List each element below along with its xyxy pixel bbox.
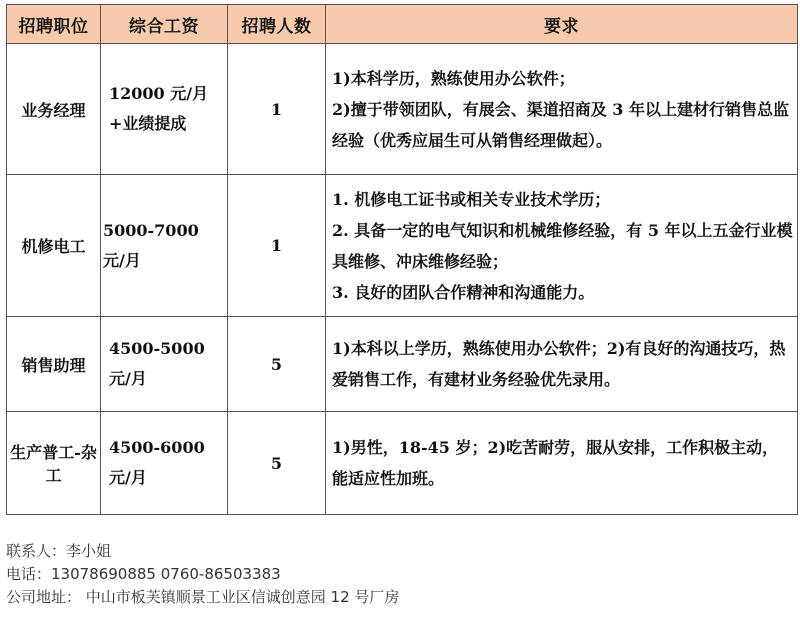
requirement-line: 2. 具备一定的电气知识和机械维修经验，有 5 年以上五金行业模具维修、冲床维修经验；: [332, 220, 793, 271]
count-cell: 1: [228, 44, 326, 175]
requirements-cell: [326, 317, 798, 412]
requirement-line: 2)擅于带领团队，有展会、渠道招商及 3 年以上建材行销售总监经验（优秀应届生可从销售经理做起）。: [332, 99, 789, 150]
salary-cell: 4500-5000 元/月: [101, 317, 228, 412]
header-salary: 综合工资: [101, 5, 228, 44]
requirements-cell: [326, 175, 798, 317]
position-cell: 业务经理: [7, 44, 101, 175]
contact-phone: 电话：13078690885 0760-86503383: [6, 565, 281, 583]
table-row: [7, 44, 798, 175]
table-header-row: [7, 5, 798, 44]
position-cell: 生产普工-杂工: [7, 412, 101, 515]
company-address: 公司地址： 中山市板芙镇顺景工业区信诚创意园 12 号厂房: [6, 588, 400, 606]
salary-cell: 12000 元/月+业绩提成: [101, 44, 228, 175]
table-row: [7, 317, 798, 412]
position-cell: 机修电工: [7, 175, 101, 317]
requirement-line: 3. 良好的团队合作精神和沟通能力。: [332, 282, 595, 302]
requirements-cell: [326, 412, 798, 515]
requirement-line: 1)男性，18-45 岁；2)吃苦耐劳，服从安排，工作积极主动，能适应性加班。: [332, 438, 779, 488]
table-row: [7, 175, 798, 317]
count-cell: 5: [228, 317, 326, 412]
header-requirements: 要求: [326, 5, 798, 44]
requirement-line: 1)本科以上学历，熟练使用办公软件；2)有良好的沟通技巧，热爱销售工作，有建材业务经验优先录用。: [332, 339, 786, 389]
contact-person: 联系人：李小姐: [6, 542, 112, 560]
count-cell: 1: [228, 175, 326, 317]
requirement-line: 1. 机修电工证书或相关专业技术学历；: [332, 189, 611, 209]
salary-cell: 4500-6000 元/月: [101, 412, 228, 515]
header-position: 招聘职位: [7, 5, 101, 44]
job-table: [6, 4, 798, 515]
count-cell: 5: [228, 412, 326, 515]
table-row: [7, 412, 798, 515]
header-count: 招聘人数: [228, 5, 326, 44]
requirement-line: 1)本科学历，熟练使用办公软件；: [332, 68, 575, 88]
salary-cell: 5000-7000 元/月: [101, 175, 228, 317]
position-cell: 销售助理: [7, 317, 101, 412]
requirements-cell: [326, 44, 798, 175]
contact-info: [6, 540, 399, 609]
